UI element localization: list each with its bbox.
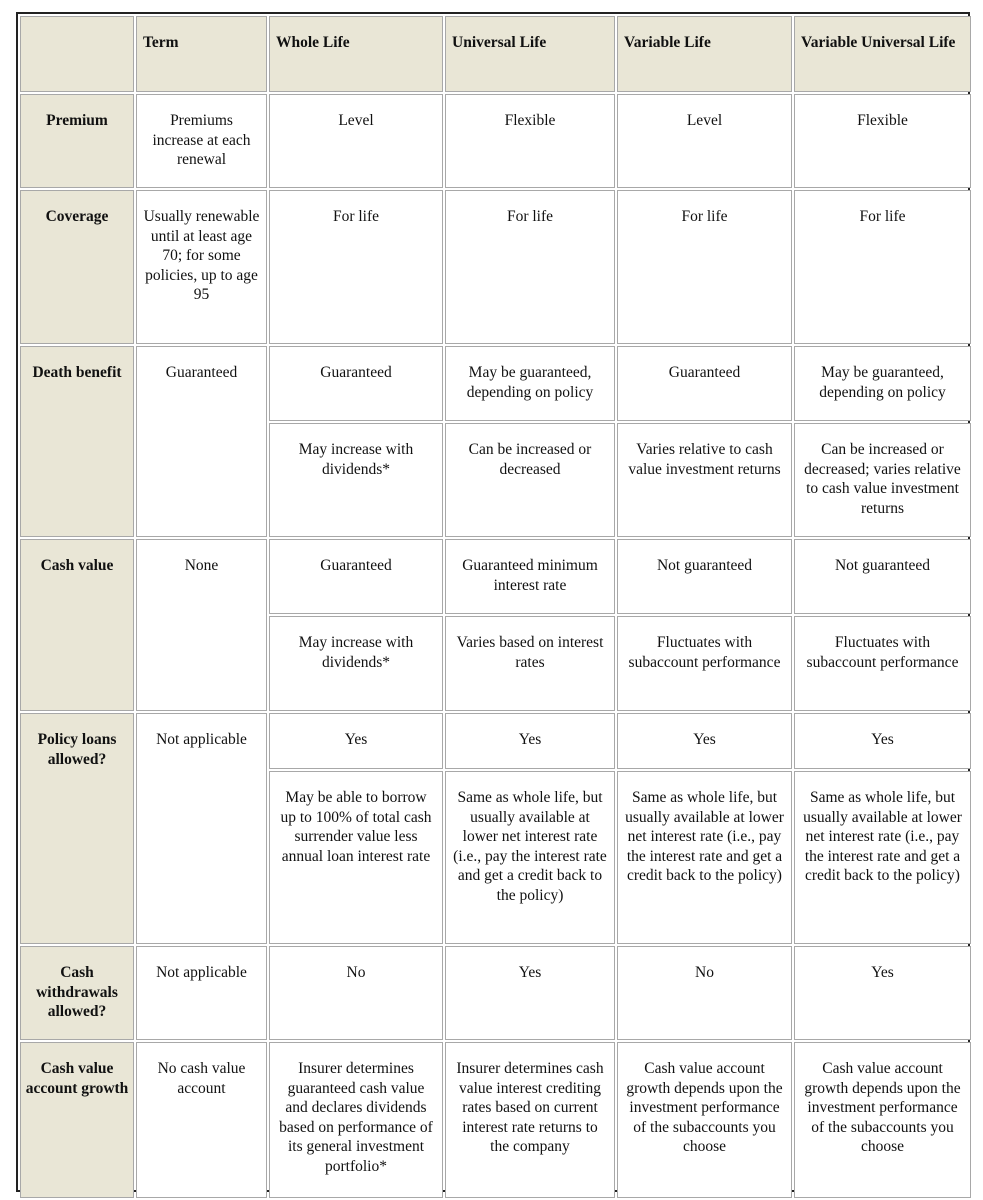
cash-withdrawals-variable-universal-life-cell: Yes: [794, 946, 971, 1040]
cash-withdrawals-universal-life-cell: Yes: [445, 946, 615, 1040]
table-row: [20, 713, 971, 769]
cash-value-term-cell: None: [136, 539, 267, 711]
cash-value-variable-life-cell: Not guaranteed: [617, 539, 792, 614]
cash-withdrawals-whole-life-cell: No: [269, 946, 443, 1040]
premium-variable-life-cell: Level: [617, 94, 792, 188]
table-row: [20, 1042, 971, 1198]
table-row: [20, 94, 971, 188]
column-header-variable-universal-life: Variable Universal Life: [794, 16, 971, 92]
policy-loans-universal-life-detail-cell: Same as whole life, but usually available at lower net interest rate (i.e., pay the interest rate and get a credit back to the policy): [445, 771, 615, 944]
policy-loans-variable-life-cell: Yes: [617, 713, 792, 769]
coverage-term-cell: Usually renewable until at least age 70; for some policies, up to age 95: [136, 190, 267, 344]
table-row: [20, 946, 971, 1040]
row-header-premium: Premium: [20, 94, 134, 188]
column-header-whole-life: Whole Life: [269, 16, 443, 92]
policy-loans-whole-life-detail-cell: May be able to borrow up to 100% of total cash surrender value less annual loan interest rate: [269, 771, 443, 944]
death-benefit-variable-life-cell: Guaranteed: [617, 346, 792, 421]
coverage-whole-life-cell: For life: [269, 190, 443, 344]
coverage-variable-universal-life-cell: For life: [794, 190, 971, 344]
policy-loans-variable-universal-life-detail-cell: Same as whole life, but usually available at lower net interest rate (i.e., pay the interest rate and get a credit back to the policy): [794, 771, 971, 944]
cash-withdrawals-term-cell: Not applicable: [136, 946, 267, 1040]
premium-term-cell: Premiums increase at each renewal: [136, 94, 267, 188]
death-benefit-variable-universal-life-cell: May be guaranteed, depending on policy: [794, 346, 971, 421]
column-header-term: Term: [136, 16, 267, 92]
comparison-table-frame: [16, 12, 970, 1192]
policy-loans-universal-life-cell: Yes: [445, 713, 615, 769]
cash-value-universal-life-detail-cell: Varies based on interest rates: [445, 616, 615, 711]
policy-loans-variable-universal-life-cell: Yes: [794, 713, 971, 769]
header-row: [20, 16, 971, 92]
column-header-variable-life: Variable Life: [617, 16, 792, 92]
premium-variable-universal-life-cell: Flexible: [794, 94, 971, 188]
row-header-cash-value: Cash value: [20, 539, 134, 711]
policy-loans-variable-life-detail-cell: Same as whole life, but usually available at lower net interest rate (i.e., pay the interest rate and get a credit back to the policy): [617, 771, 792, 944]
cash-withdrawals-variable-life-cell: No: [617, 946, 792, 1040]
cash-value-whole-life-detail-cell: May increase with dividends*: [269, 616, 443, 711]
cash-value-variable-life-detail-cell: Fluctuates with subaccount performance: [617, 616, 792, 711]
life-insurance-comparison-table: [18, 14, 973, 1200]
cash-value-growth-term-cell: No cash value account: [136, 1042, 267, 1198]
row-header-death-benefit: Death benefit: [20, 346, 134, 537]
death-benefit-variable-universal-life-detail-cell: Can be increased or decreased; varies relative to cash value investment returns: [794, 423, 971, 537]
coverage-variable-life-cell: For life: [617, 190, 792, 344]
premium-universal-life-cell: Flexible: [445, 94, 615, 188]
policy-loans-whole-life-cell: Yes: [269, 713, 443, 769]
death-benefit-whole-life-detail-cell: May increase with dividends*: [269, 423, 443, 537]
cash-value-growth-whole-life-cell: Insurer determines guaranteed cash value and declares dividends based on performance of its general investment portfolio*: [269, 1042, 443, 1198]
table-row: [20, 190, 971, 344]
column-header-universal-life: Universal Life: [445, 16, 615, 92]
row-header-policy-loans: Policy loans allowed?: [20, 713, 134, 944]
cash-value-growth-variable-life-cell: Cash value account growth depends upon the investment performance of the subaccounts you choose: [617, 1042, 792, 1198]
coverage-universal-life-cell: For life: [445, 190, 615, 344]
cash-value-growth-universal-life-cell: Insurer determines cash value interest crediting rates based on current interest rate returns to the company: [445, 1042, 615, 1198]
table-row: [20, 539, 971, 614]
cash-value-variable-universal-life-cell: Not guaranteed: [794, 539, 971, 614]
row-header-coverage: Coverage: [20, 190, 134, 344]
death-benefit-variable-life-detail-cell: Varies relative to cash value investment returns: [617, 423, 792, 537]
row-header-cash-withdrawals: Cash withdrawals allowed?: [20, 946, 134, 1040]
death-benefit-universal-life-cell: May be guaranteed, depending on policy: [445, 346, 615, 421]
row-header-cash-value-growth: Cash value account growth: [20, 1042, 134, 1198]
death-benefit-whole-life-cell: Guaranteed: [269, 346, 443, 421]
cash-value-growth-variable-universal-life-cell: Cash value account growth depends upon the investment performance of the subaccounts you choose: [794, 1042, 971, 1198]
cash-value-variable-universal-life-detail-cell: Fluctuates with subaccount performance: [794, 616, 971, 711]
table-row: [20, 346, 971, 421]
death-benefit-term-cell: Guaranteed: [136, 346, 267, 537]
policy-loans-term-cell: Not applicable: [136, 713, 267, 944]
premium-whole-life-cell: Level: [269, 94, 443, 188]
cash-value-universal-life-cell: Guaranteed minimum interest rate: [445, 539, 615, 614]
corner-cell: [20, 16, 134, 92]
death-benefit-universal-life-detail-cell: Can be increased or decreased: [445, 423, 615, 537]
cash-value-whole-life-cell: Guaranteed: [269, 539, 443, 614]
